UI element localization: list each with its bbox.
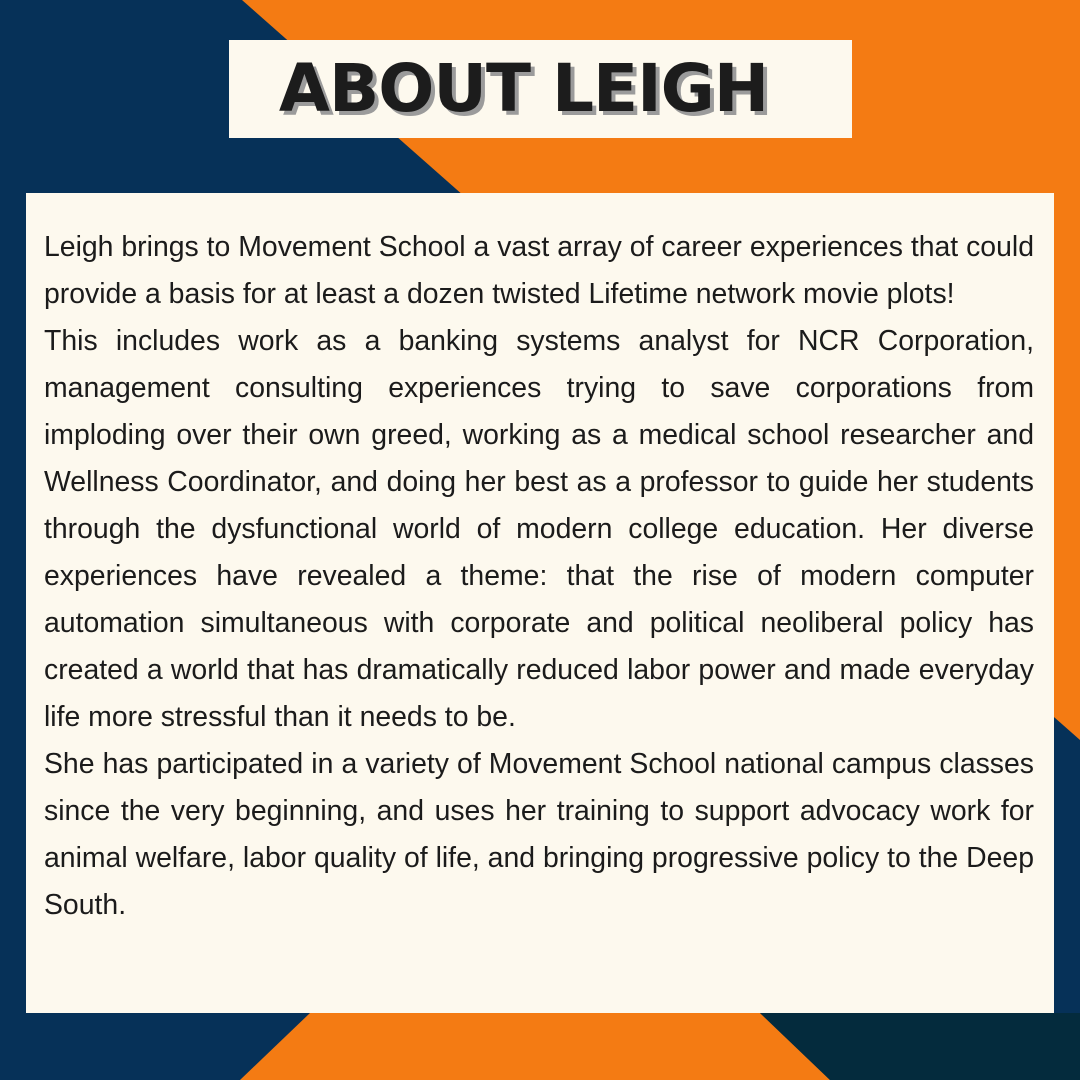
background-orange-bottom: [240, 1013, 830, 1080]
title-banner: [229, 40, 852, 138]
bio-paragraph-intro: Leigh brings to Movement School a vast array of career experiences that could provide a basis for at least a dozen twisted Lifetime network movie plots!: [44, 231, 1034, 310]
bio-panel: [26, 193, 1054, 1013]
page-title: ABOUT LEIGH: [278, 50, 769, 127]
bio-paragraph-career: This includes work as a banking systems analyst for NCR Corporation, management consulting experiences trying to save corporations from imploding over their own greed, working as a medical school researcher and Wellness Coordinator, and doing her best as a professor to guide her students through the dysfunctional world of modern college education. Her diverse experiences have revealed a theme: that the rise of modern computer automation simultaneous with corporate and political neoliberal policy has created a world that has dramatically reduced labor power and made everyday life more stressful than it needs to be.: [44, 325, 1034, 733]
bio-paragraph-advocacy: She has participated in a variety of Movement School national campus classes since the very beginning, and uses her training to support advocacy work for animal welfare, labor quality of life, and bringing progressive policy to the Deep South.: [44, 748, 1034, 921]
